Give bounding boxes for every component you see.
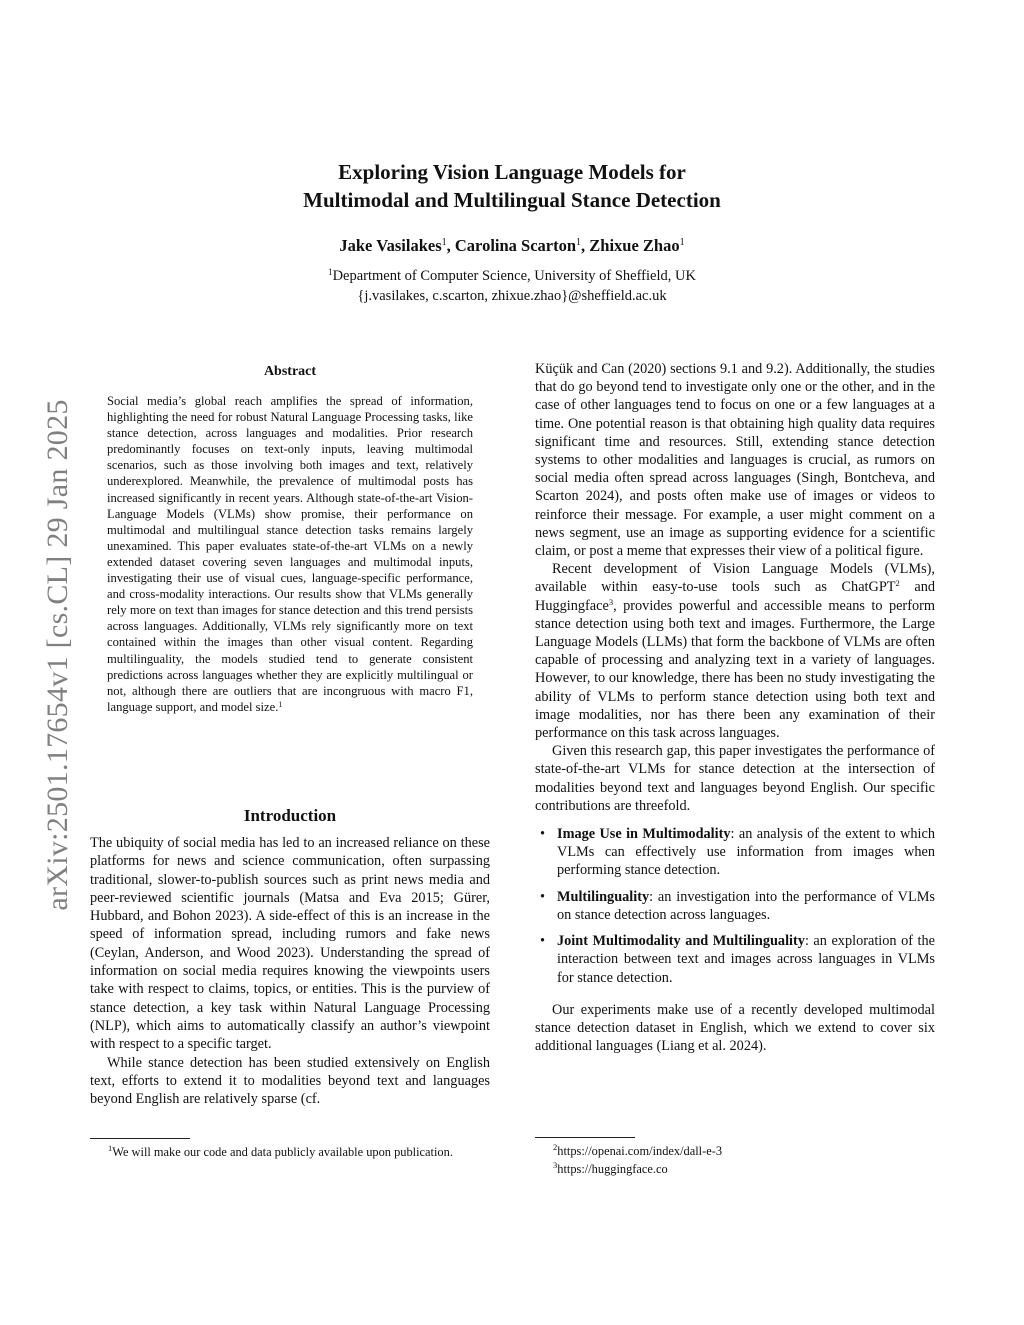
right-paragraph-4: Our experiments make use of a recently developed multimodal stance detection dataset in English, which we extend to cover six additional languages (Liang et al. 2024). xyxy=(535,1001,935,1055)
intro-paragraph-2: While stance detection has been studied extensively on English text, efforts to extend it to modalities beyond text and languages beyond English are relatively sparse (cf. xyxy=(90,1054,490,1108)
footnote-mark: 3 xyxy=(553,1160,558,1170)
author-list xyxy=(0,236,1024,256)
contribution-title: Image Use in Multimodality xyxy=(557,826,731,843)
footnote-link[interactable]: https://huggingface.co xyxy=(557,1162,668,1176)
footnote-mark: 1 xyxy=(108,1143,113,1153)
footnote-mark: 2 xyxy=(553,1142,558,1152)
introduction-heading: Introduction xyxy=(243,806,337,825)
list-item xyxy=(535,932,935,987)
paragraph-text: , provides powerful and accessible means to perform stance detection using both text and images. Furthermore, the Large Language Models (LLMs) that form the backbone of VLMs are often capable of processing and analyzing text in a variety of languages. However, to our knowledge, there has been no study investigating the ability of VLMs to perform stance detection using both text and image modalities, nor has there been any examination of their performance on this task across languages. xyxy=(535,597,935,742)
introduction-body xyxy=(90,834,490,1108)
footnote-ref: 1 xyxy=(278,699,283,709)
author-name: Carolina Scarton xyxy=(454,236,577,255)
paragraph-text: Recent development of Vision Language Models (VLMs), available within easy-to-use tools such as ChatGPT xyxy=(535,561,935,596)
list-item xyxy=(535,888,935,924)
contribution-text: : an investigation into the performance of VLMs on stance detection across languages. xyxy=(557,888,935,923)
author-separator: , xyxy=(581,236,590,255)
right-paragraph-1: Küçük and Can (2020) sections 9.1 and 9.2). Additionally, the studies that do go beyond tend to investigate only one or the other, and in the case of other languages tend to focus on one or a few languages at a time. One potential reason is that obtaining high quality data requires significant time and resources. Still, extending stance detection systems to other modalities and languages is crucial, as rumors on social media often spread across languages (Singh, Bontcheva, and Scarton 2024), and posts often make use of images or videos to reinforce their message. For example, a user might comment on a news segment, use an image as supporting evidence for a scientific claim, or post a meme that expresses their view of a political figure. xyxy=(535,361,935,560)
author-separator: , xyxy=(446,236,455,255)
footnote-divider xyxy=(535,1137,635,1138)
footnote-divider xyxy=(90,1138,190,1139)
contribution-title: Joint Multimodality and Multilinguality xyxy=(557,933,805,950)
title-line-2: Multimodal and Multilingual Stance Detection xyxy=(303,188,721,212)
footnote-1 xyxy=(90,1144,490,1160)
paragraph-text: and Huggingface xyxy=(535,579,936,614)
bullet-icon: • xyxy=(540,888,546,905)
author-name: Jake Vasilakes xyxy=(339,236,442,255)
intro-paragraph-1: The ubiquity of social media has led to an increased reliance on these platforms for news and science communication, often surpassing traditional, slower-to-publish sources such as print news media and peer-reviewed scientific journals (Matsa and Eva 2015; Gürer, Hubbard, and Bohon 2023). A side-effect of this is an increase in the speed of information spread, including rumors and fake news (Ceylan, Anderson, and Wood 2023). Understanding the spread of information on social media requires knowing the viewpoints users take with respect to claims, topics, or entities. This is the purview of stance detection, a key task within Natural Language Processing (NLP), which aims to automatically classify an author’s viewpoint with respect to a specific target. xyxy=(90,835,490,1053)
right-paragraph-2 xyxy=(535,560,935,742)
footnote-2 xyxy=(553,1143,933,1159)
right-paragraph-3: Given this research gap, this paper investigates the performance of state-of-the-art VLMs for stance detection at the intersection of modalities beyond text and languages beyond English. Our specific contributions are threefold. xyxy=(535,743,935,814)
contribution-list xyxy=(535,825,935,987)
abstract-text: Social media’s global reach amplifies the spread of information, highlighting the need for robust Natural Language Processing tasks, like stance detection, across languages and modalities. Prior research predominantly focuses on text-only inputs, leaving multimodal scenarios, such as those involving both images and text, relatively underexplored. Meanwhile, the prevalence of multimodal posts has increased significantly in recent years. Although state-of-the-art Vision-Language Models (VLMs) show promise, their performance on multimodal and multilingual stance detection tasks remains largely unexamined. This paper evaluates state-of-the-art VLMs on a newly extended dataset covering seven languages and multimodal inputs, investigating their use of visual cues, language-specific performance, and cross-modality interactions. Our results show that VLMs generally rely more on text than images for stance detection and this trend persists across languages. Additionally, VLMs rely significantly more on text contained within the images than other visual content. Regarding multilinguality, the models studied tend to generate consistent predictions across languages whether they are explicitly multilingual or not, although there are outliers that are incongruous with macro F1, language support, and model size. xyxy=(107,394,473,714)
list-item xyxy=(535,825,935,880)
footnote-ref: 2 xyxy=(895,578,900,589)
footnote-link[interactable]: https://openai.com/index/dall-e-3 xyxy=(557,1144,723,1158)
affiliation-mark: 1 xyxy=(328,267,333,277)
paper-title xyxy=(0,158,1024,214)
right-column xyxy=(535,360,935,1055)
footnote-text: We will make our code and data publicly available upon publication. xyxy=(112,1145,453,1159)
footnote-ref: 3 xyxy=(608,596,614,607)
contribution-title: Multilinguality xyxy=(557,888,650,905)
author-affiliation-mark: 1 xyxy=(679,237,685,248)
bullet-icon: • xyxy=(540,933,546,950)
arxiv-stamp: arXiv:2501.17654v1 [cs.CL] 29 Jan 2025 xyxy=(41,399,74,911)
abstract-body xyxy=(107,393,473,715)
author-emails: {j.vasilakes, c.scarton, zhixue.zhao}@sheffield.ac.uk xyxy=(357,288,667,304)
affiliation: Department of Computer Science, University of Sheffield, UK xyxy=(332,268,696,284)
affiliation-block xyxy=(0,266,1024,306)
abstract-heading: Abstract xyxy=(263,364,317,379)
author-affiliation-mark: 1 xyxy=(576,237,582,248)
title-line-1: Exploring Vision Language Models for xyxy=(338,160,686,184)
footnote-3 xyxy=(553,1161,933,1177)
bullet-icon: • xyxy=(540,826,546,843)
author-affiliation-mark: 1 xyxy=(441,237,447,248)
author-name: Zhixue Zhao xyxy=(589,236,680,255)
contribution-text: : an exploration of the interaction between text and images across languages in VLMs for stance detection. xyxy=(557,933,935,986)
contribution-text: : an analysis of the extent to which VLMs can effectively use information from images when performing stance detection. xyxy=(557,826,935,879)
